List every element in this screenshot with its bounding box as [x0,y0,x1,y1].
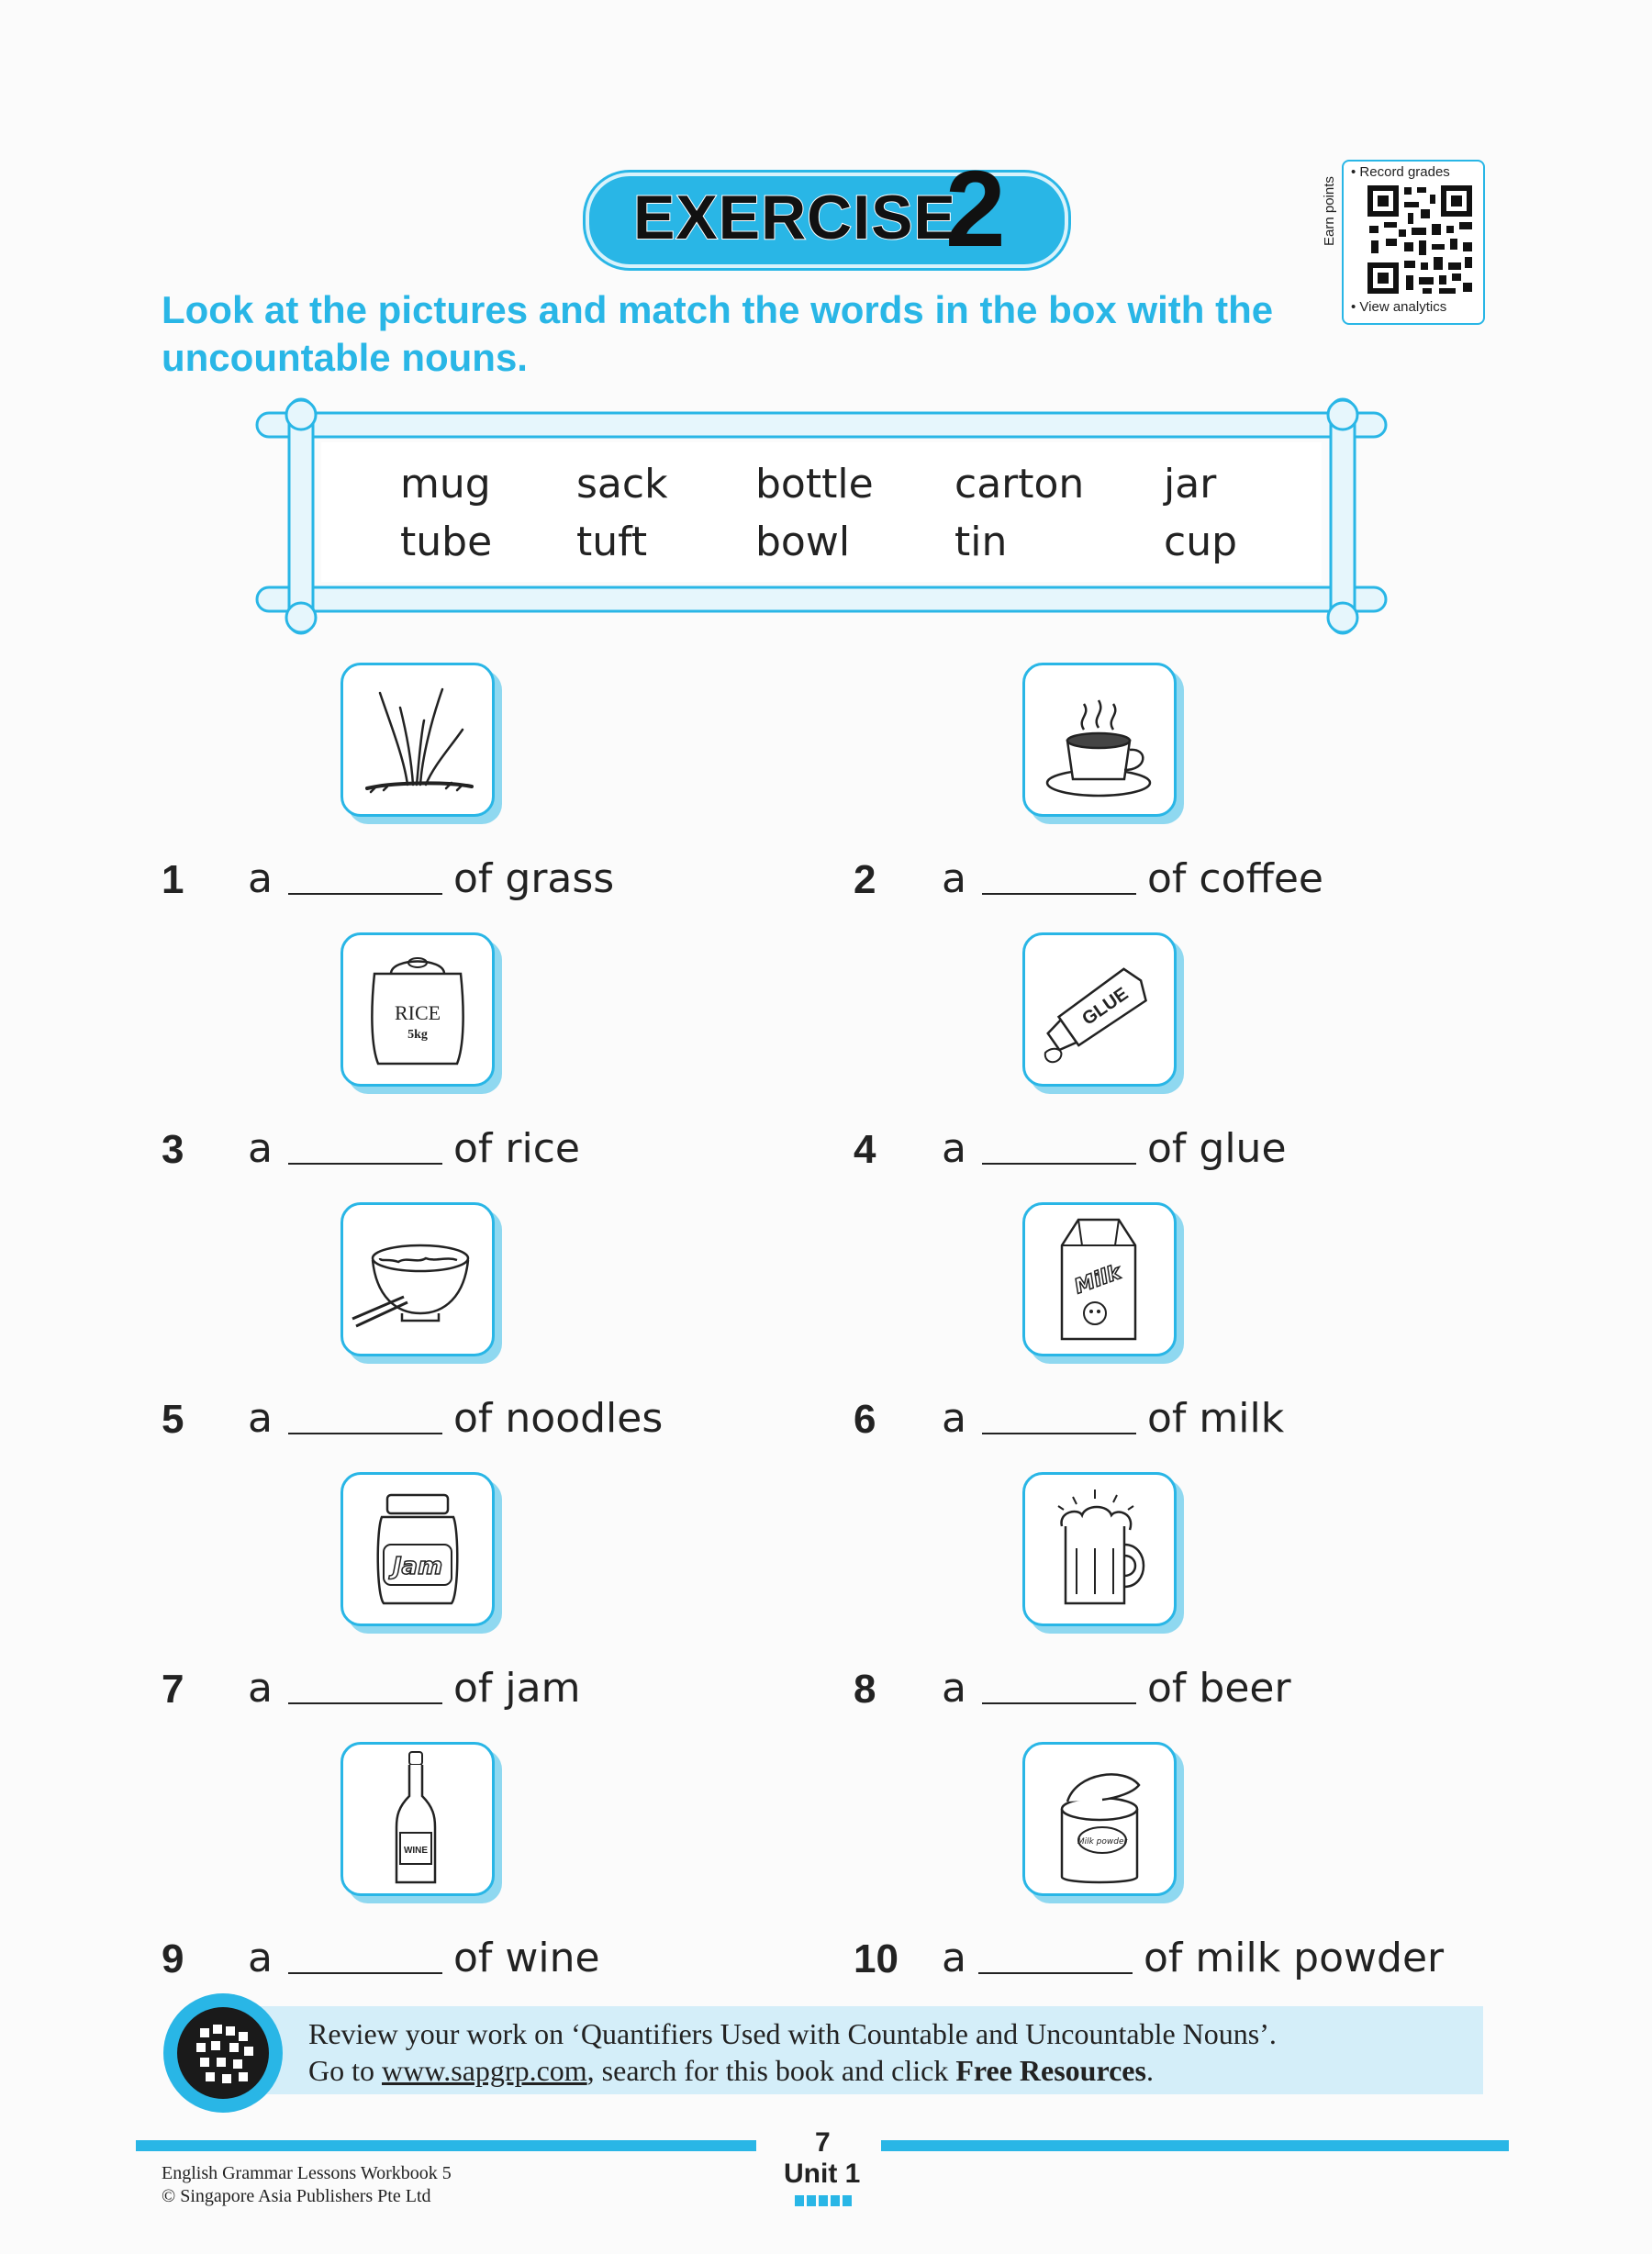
question-text: of grass [453,855,615,902]
glue-label: GLUE [1078,983,1133,1030]
picture-card-3 [340,932,495,1087]
milk-powder-label: Milk powder [1077,1837,1128,1847]
sapgrp-link[interactable]: www.sapgrp.com [382,2054,587,2087]
footer-credits [162,2162,452,2208]
qr-bottom-label: • View analytics [1351,299,1447,315]
question-number: 2 [854,857,876,902]
question-text: of milk powder [1144,1935,1445,1981]
milk-label: Milk [1071,1261,1124,1300]
word-tube: tube [400,519,493,565]
milk-powder-tin-icon [1025,1745,1174,1893]
answer-blank-3[interactable] [288,1163,442,1165]
picture-card-5 [340,1202,495,1356]
qr-top-label: • Record grades [1351,164,1450,180]
wine-label: WINE [403,1846,429,1856]
exercise-number: 2 [945,149,1006,270]
rice-label: RICE [394,1001,441,1024]
picture-card-2 [1022,663,1177,817]
question-text: of noodles [453,1395,664,1442]
picture-card-10 [1022,1742,1177,1896]
question-number: 4 [854,1127,876,1172]
jam-jar-icon [343,1475,492,1624]
question-article: a [248,1125,273,1172]
question-text: of milk [1147,1395,1285,1442]
question-number: 6 [854,1397,876,1442]
unit-label: Unit 1 [784,2159,861,2189]
grid-logo-icon [163,1993,283,2113]
answer-blank-2[interactable] [982,893,1136,895]
question-article: a [942,855,966,902]
question-article: a [942,1395,966,1442]
question-number: 8 [854,1667,876,1712]
noodle-bowl-icon [343,1205,492,1354]
word-tin: tin [954,519,1008,565]
exercise-title: EXERCISE [633,183,956,252]
question-article: a [942,1125,966,1172]
question-number: 9 [162,1936,184,1981]
question-number: 3 [162,1127,184,1172]
grass-tuft-icon [343,665,492,814]
rice-weight: 5kg [407,1028,428,1042]
question-number: 1 [162,857,184,902]
review-text [308,2015,1277,2089]
picture-card-1 [340,663,495,817]
book-title: English Grammar Lessons Workbook 5 [162,2163,452,2183]
footer-rule-right [881,2140,1509,2151]
coffee-cup-icon [1025,665,1174,814]
question-article: a [248,1395,273,1442]
qr-side-label: Earn points [1322,176,1337,246]
word-jar: jar [1164,461,1217,508]
question-article: a [942,1665,966,1712]
question-number: 5 [162,1397,184,1442]
question-text: of beer [1147,1665,1291,1712]
word-sack: sack [576,461,668,508]
rice-sack-icon [343,935,492,1084]
question-text: of rice [453,1125,580,1172]
answer-blank-8[interactable] [982,1702,1136,1704]
word-mug: mug [400,461,491,508]
answer-blank-5[interactable] [288,1433,442,1434]
jam-label: Jam [392,1553,443,1580]
picture-card-7 [340,1472,495,1626]
answer-blank-6[interactable] [982,1433,1136,1434]
question-text: of wine [453,1935,600,1981]
glue-tube-icon [1025,935,1174,1084]
free-resources-text: Free Resources [955,2054,1146,2087]
review-line-2: Go to www.sapgrp.com, search for this book and click Free Resources. [308,2054,1154,2087]
page-number: 7 [815,2127,831,2158]
question-text: of jam [453,1665,581,1712]
answer-blank-10[interactable] [978,1972,1133,1974]
question-number: 7 [162,1667,184,1712]
question-text: of coffee [1147,855,1323,902]
picture-card-9 [340,1742,495,1896]
wine-bottle-icon [343,1745,492,1893]
word-bottle: bottle [755,461,874,508]
instructions: Look at the pictures and match the words in the box with the uncountable nouns. [162,288,1274,379]
question-article: a [248,1935,273,1981]
word-carton: carton [954,461,1085,508]
beer-mug-icon [1025,1475,1174,1624]
answer-blank-4[interactable] [982,1163,1136,1165]
question-article: a [248,855,273,902]
question-number: 10 [854,1936,899,1981]
picture-card-8 [1022,1472,1177,1626]
copyright: © Singapore Asia Publishers Pte Ltd [162,2186,431,2206]
question-article: a [248,1665,273,1712]
word-bowl: bowl [755,519,851,565]
answer-blank-9[interactable] [288,1972,442,1974]
word-tuft: tuft [576,519,648,565]
answer-blank-1[interactable] [288,893,442,895]
word-cup: cup [1164,519,1238,565]
review-icon [163,1993,283,2113]
review-line-1: Review your work on ‘Quantifiers Used with Countable and Uncountable Nouns’. [308,2017,1277,2050]
answer-blank-7[interactable] [288,1702,442,1704]
footer-rule-left [136,2140,756,2151]
milk-carton-icon [1025,1205,1174,1354]
unit-progress-bar [795,2195,852,2206]
question-text: of glue [1147,1125,1287,1172]
question-article: a [942,1935,966,1981]
picture-card-4 [1022,932,1177,1087]
picture-card-6 [1022,1202,1177,1356]
